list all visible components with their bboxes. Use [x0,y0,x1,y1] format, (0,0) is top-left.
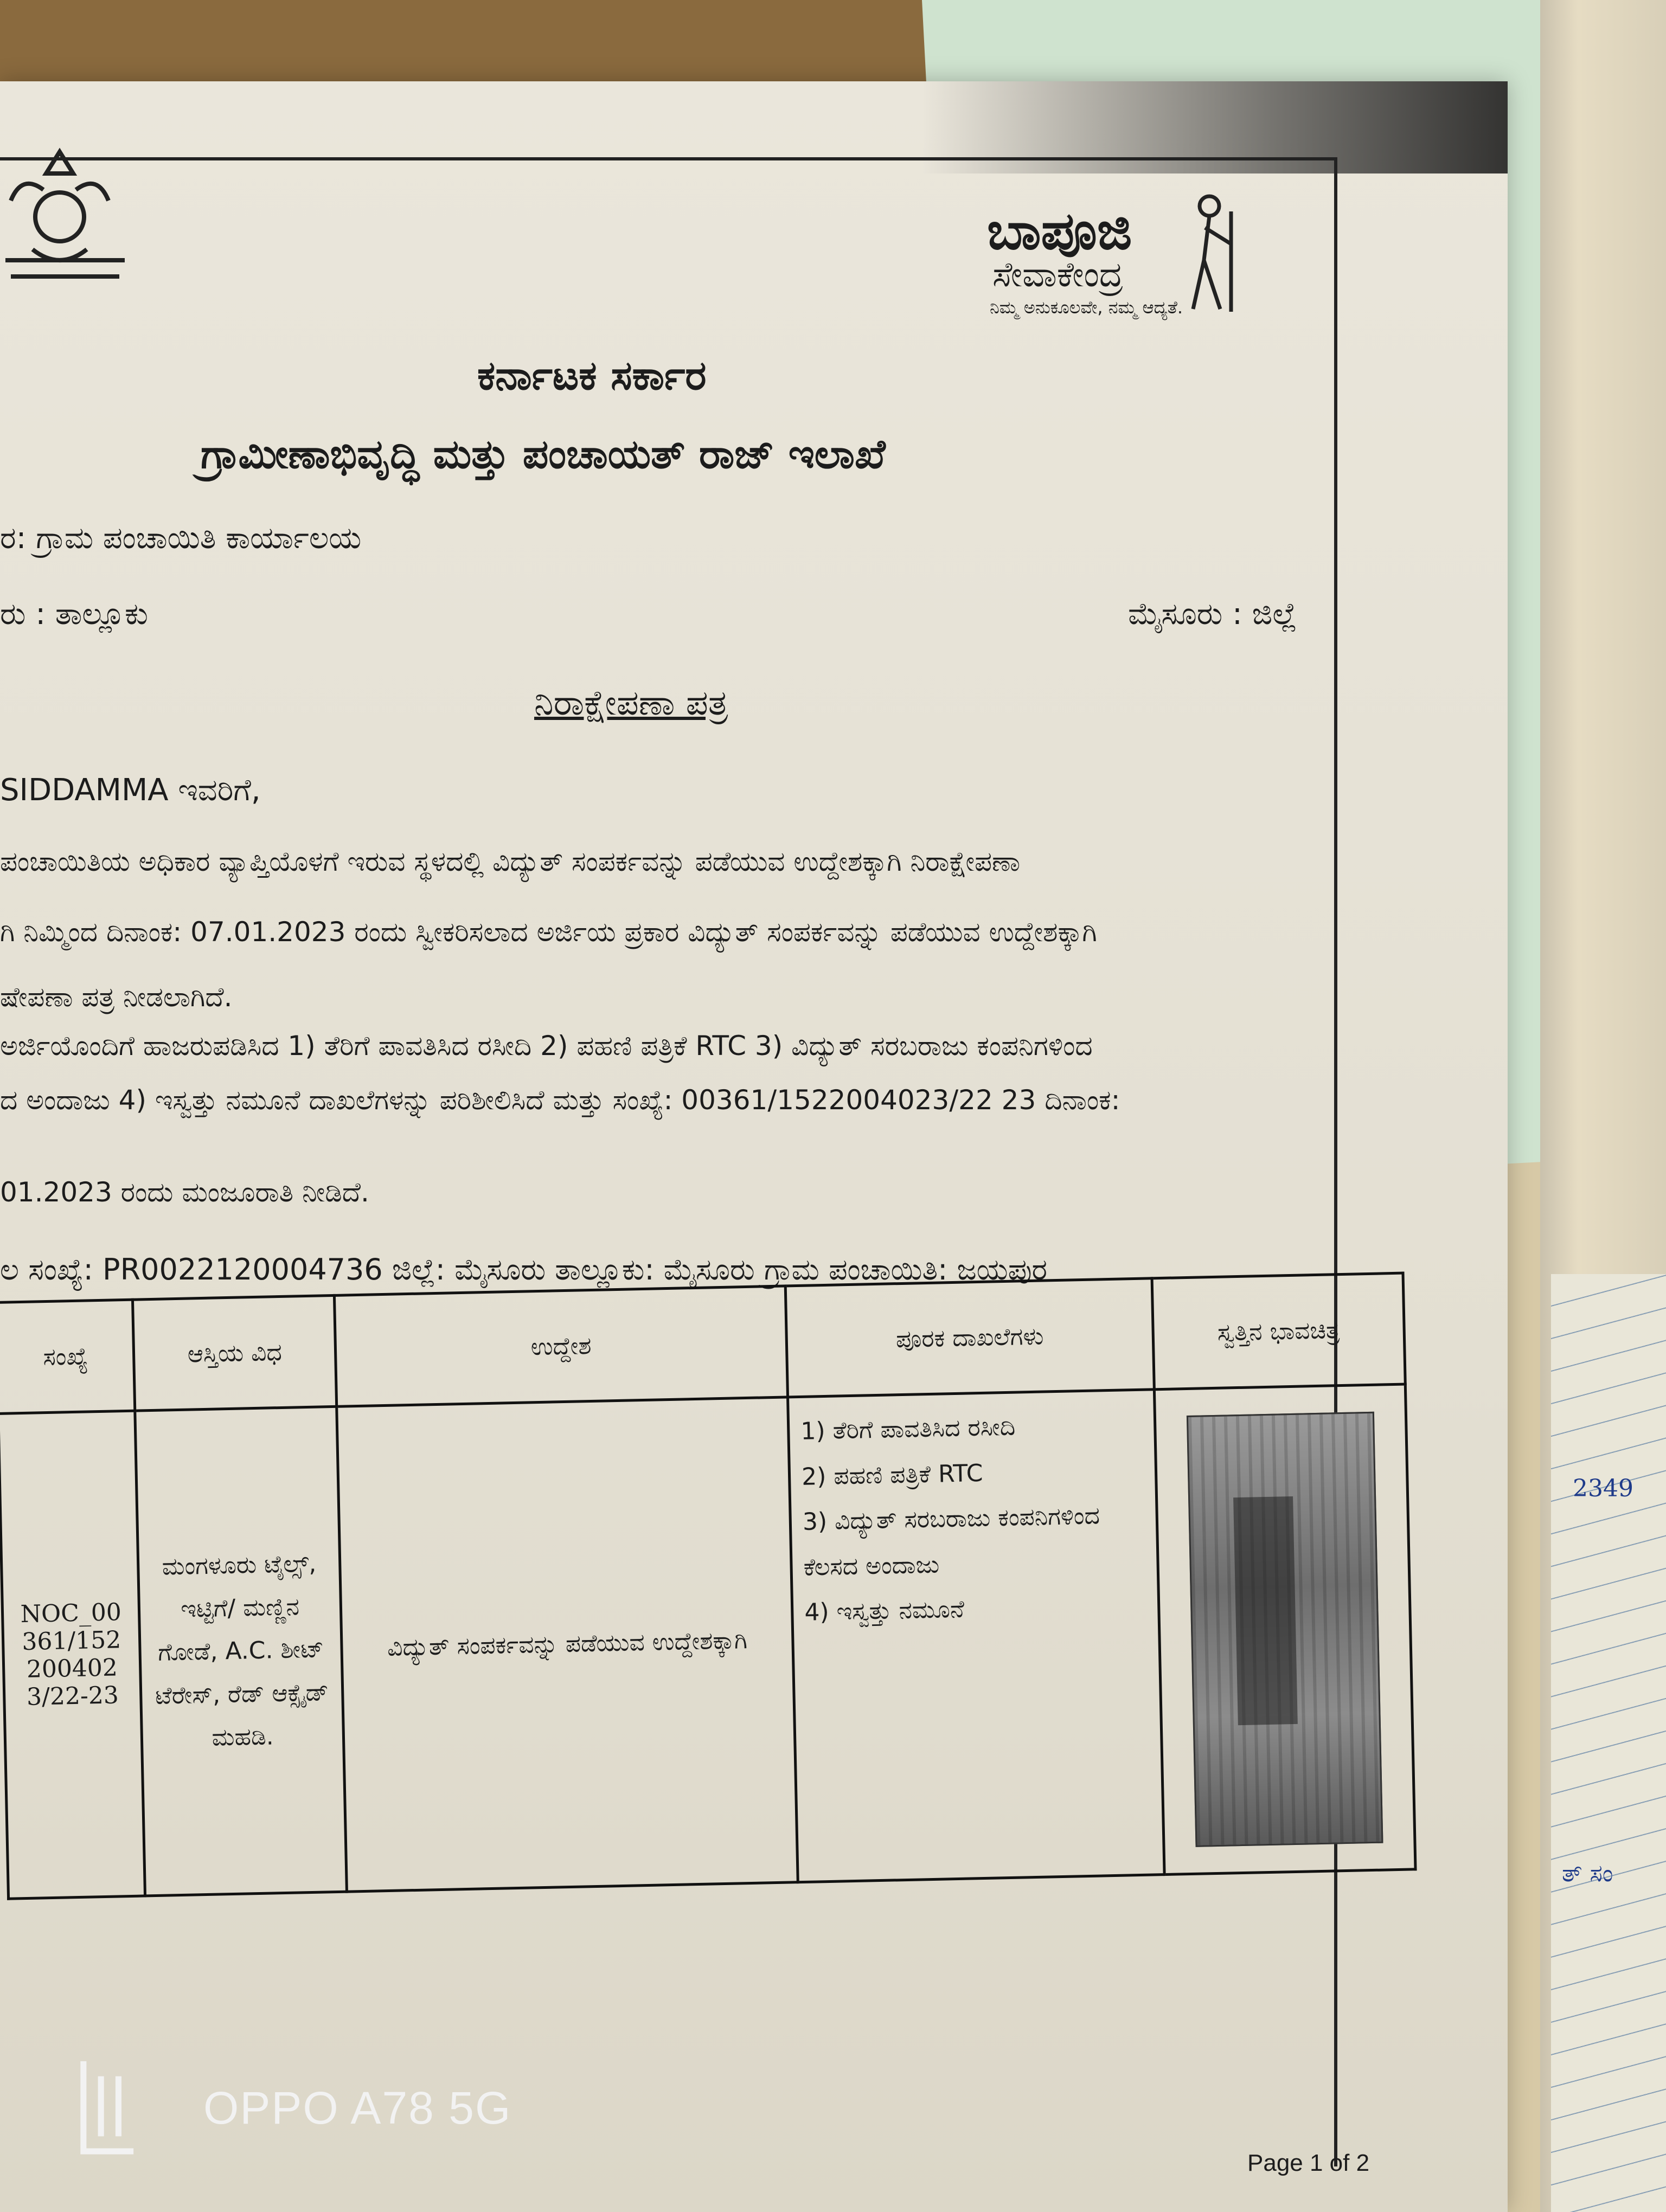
office-line: ರ: ಗ್ರಾಮ ಪಂಚಾಯಿತಿ ಕಾರ್ಯಾಲಯ [0,520,362,556]
ruled-sheet-number: 2349 [1573,1475,1633,1502]
district-line: ಮೈಸೂರು : ಜಿಲ್ಲೆ [1128,596,1297,632]
department-title: ಗ್ರಾಮೀಣಾಭಿವೃದ್ಧಿ ಮತ್ತು ಪಂಚಾಯತ್ ರಾಜ್ ಇಲಾಖೆ [201,431,886,478]
col-property-header: ಆಸ್ತಿಯ ವಿಧ [133,1295,337,1411]
doc-item: 4) ಇಸ್ವತ್ತು ನಮೂನೆ [804,1596,965,1627]
col-photo-header: ಸ್ವತ್ತಿನ ಭಾವಚಿತ್ರ [1152,1273,1406,1390]
reference-line: ಲ ಸಂಖ್ಯೆ: PR0022120004736 ಜಿಲ್ಲೆ: ಮೈಸೂರು ತಾಲ್ಲೂಕು: ಮೈಸೂರು ಗ್ರಾಮ ಪಂಚಾಯಿತಿ: ಜಯಪುರ [0,1252,1048,1287]
taluk-line: ರು : ತಾಲ್ಲೂಕು [0,596,149,632]
karnataka-emblem-icon [0,141,141,293]
para2-line2: ದ ಅಂದಾಜು 4) ಇಸ್ವತ್ತು ನಮೂನೆ ದಾಖಲೆಗಳನ್ನು ಪರಿಶೀಲಿಸಿದೆ ಮತ್ತು ಸಂಖ್ಯೆ: 00361/1522004023/22 23 ದಿನಾಂಕ: [0,1084,1120,1116]
ruled-register-sheet [1551,1274,1666,2212]
table-row [0,1384,1415,1899]
noc-number-cell: NOC_00361/1522004023/22-23 [0,1411,145,1899]
purpose-cell: ವಿದ್ಯುತ್ ಸಂಪರ್ಕವನ್ನು ಪಡೆಯುವ ಉದ್ದೇಶಕ್ಕಾಗಿ [337,1397,798,1892]
para2-line3: 01.2023 ರಂದು ಮಂಜೂರಾತಿ ನೀಡಿದೆ. [0,1176,369,1208]
page-number: Page 1 of 2 [1247,2150,1370,2176]
doc-item: 1) ತೆರಿಗೆ ಪಾವತಿಸಿದ ರಸೀದಿ [800,1413,1016,1445]
document-title: ನಿರಾಕ್ಷೇಪಣಾ ಪತ್ರ [534,683,728,723]
supporting-docs-cell [788,1390,1164,1882]
para1-line2: ಗಿ ನಿಮ್ಮಿಂದ ದಿನಾಂಕ: 07.01.2023 ರಂದು ಸ್ವೀಕರಿಸಲಾದ ಅರ್ಜಿಯ ಪ್ರಕಾರ ವಿದ್ಯುತ್ ಸಂಪರ್ಕವನ್ನು ಪಡೆಯುವ ಉದ್ದೇಶಕ್ಕಾಗಿ [0,916,1097,948]
camera-brand-icon [76,2055,141,2158]
para1-line3: ಷೇಪಣಾ ಪತ್ರ ನೀಡಲಾಗಿದೆ. [0,981,233,1013]
logo-tagline: ನಿಮ್ಮ ಅನುಕೂಲವೇ, ನಮ್ಮ ಆದ್ಯತೆ. [990,297,1183,318]
doc-item: 3) ವಿದ್ಯುತ್ ಸರಬರಾಜು ಕಂಪನಿಗಳಿಂದ ಕೆಲಸದ ಅಂದಾಜು [802,1502,1100,1581]
camera-watermark: OPPO A78 5G [203,2082,512,2133]
col-purpose-header: ಉದ್ದೇಶ [334,1286,787,1406]
gandhi-figure-icon [1171,190,1253,314]
col-number-header: ಸಂಖ್ಯೆ [0,1300,135,1413]
col-docs-header: ಪೂರಕ ದಾಖಲೆಗಳು [785,1278,1154,1397]
logo-line2: ಸೇವಾಕೇಂದ್ರ [992,255,1123,295]
property-type-cell: ಮಂಗಳೂರು ಟೈಲ್ಸ್, ಇಟ್ಟಿಗೆ/ ಮಣ್ಣಿನ ಗೋಡೆ, A.C. ಶೀಟ್ ಟೆರೇಸ್, ರೆಡ್ ಆಕ್ಸೈಡ್ ಮಹಡಿ. [135,1406,347,1896]
govt-title: ಕರ್ನಾಟಕ ಸರ್ಕಾರ [477,352,707,399]
addressee: SIDDAMMA ಇವರಿಗೆ, [0,773,261,808]
property-photo-cell [1154,1384,1415,1875]
ruled-sheet-fragment: ತ್ ಸಂ [1562,1860,1613,1887]
property-photo [1187,1412,1383,1847]
para2-line1: ಅರ್ಜಿಯೊಂದಿಗೆ ಹಾಜರುಪಡಿಸಿದ 1) ತೆರಿಗೆ ಪಾವತಿಸಿದ ರಸೀದಿ 2) ಪಹಣಿ ಪತ್ರಿಕೆ RTC 3) ವಿದ್ಯುತ್ ಸರಬರಾಜು ಕಂಪನಿಗಳಿಂದ [0,1030,1093,1062]
noc-details-table [0,1272,1417,1900]
logo-line1: ಬಾಪೂಜಿ [987,201,1132,261]
para1-line1: ಪಂಚಾಯಿತಿಯ ಅಧಿಕಾರ ವ್ಯಾಪ್ತಿಯೊಳಗೆ ಇರುವ ಸ್ಥಳದಲ್ಲಿ ವಿದ್ಯುತ್ ಸಂಪರ್ಕವನ್ನು ಪಡೆಯುವ ಉದ್ದೇಶಕ್ಕಾಗಿ ನಿರಾಕ್ಷೇಪಣಾ [0,846,1021,877]
doc-item: 2) ಪಹಣಿ ಪತ್ರಿಕೆ RTC [801,1459,983,1491]
